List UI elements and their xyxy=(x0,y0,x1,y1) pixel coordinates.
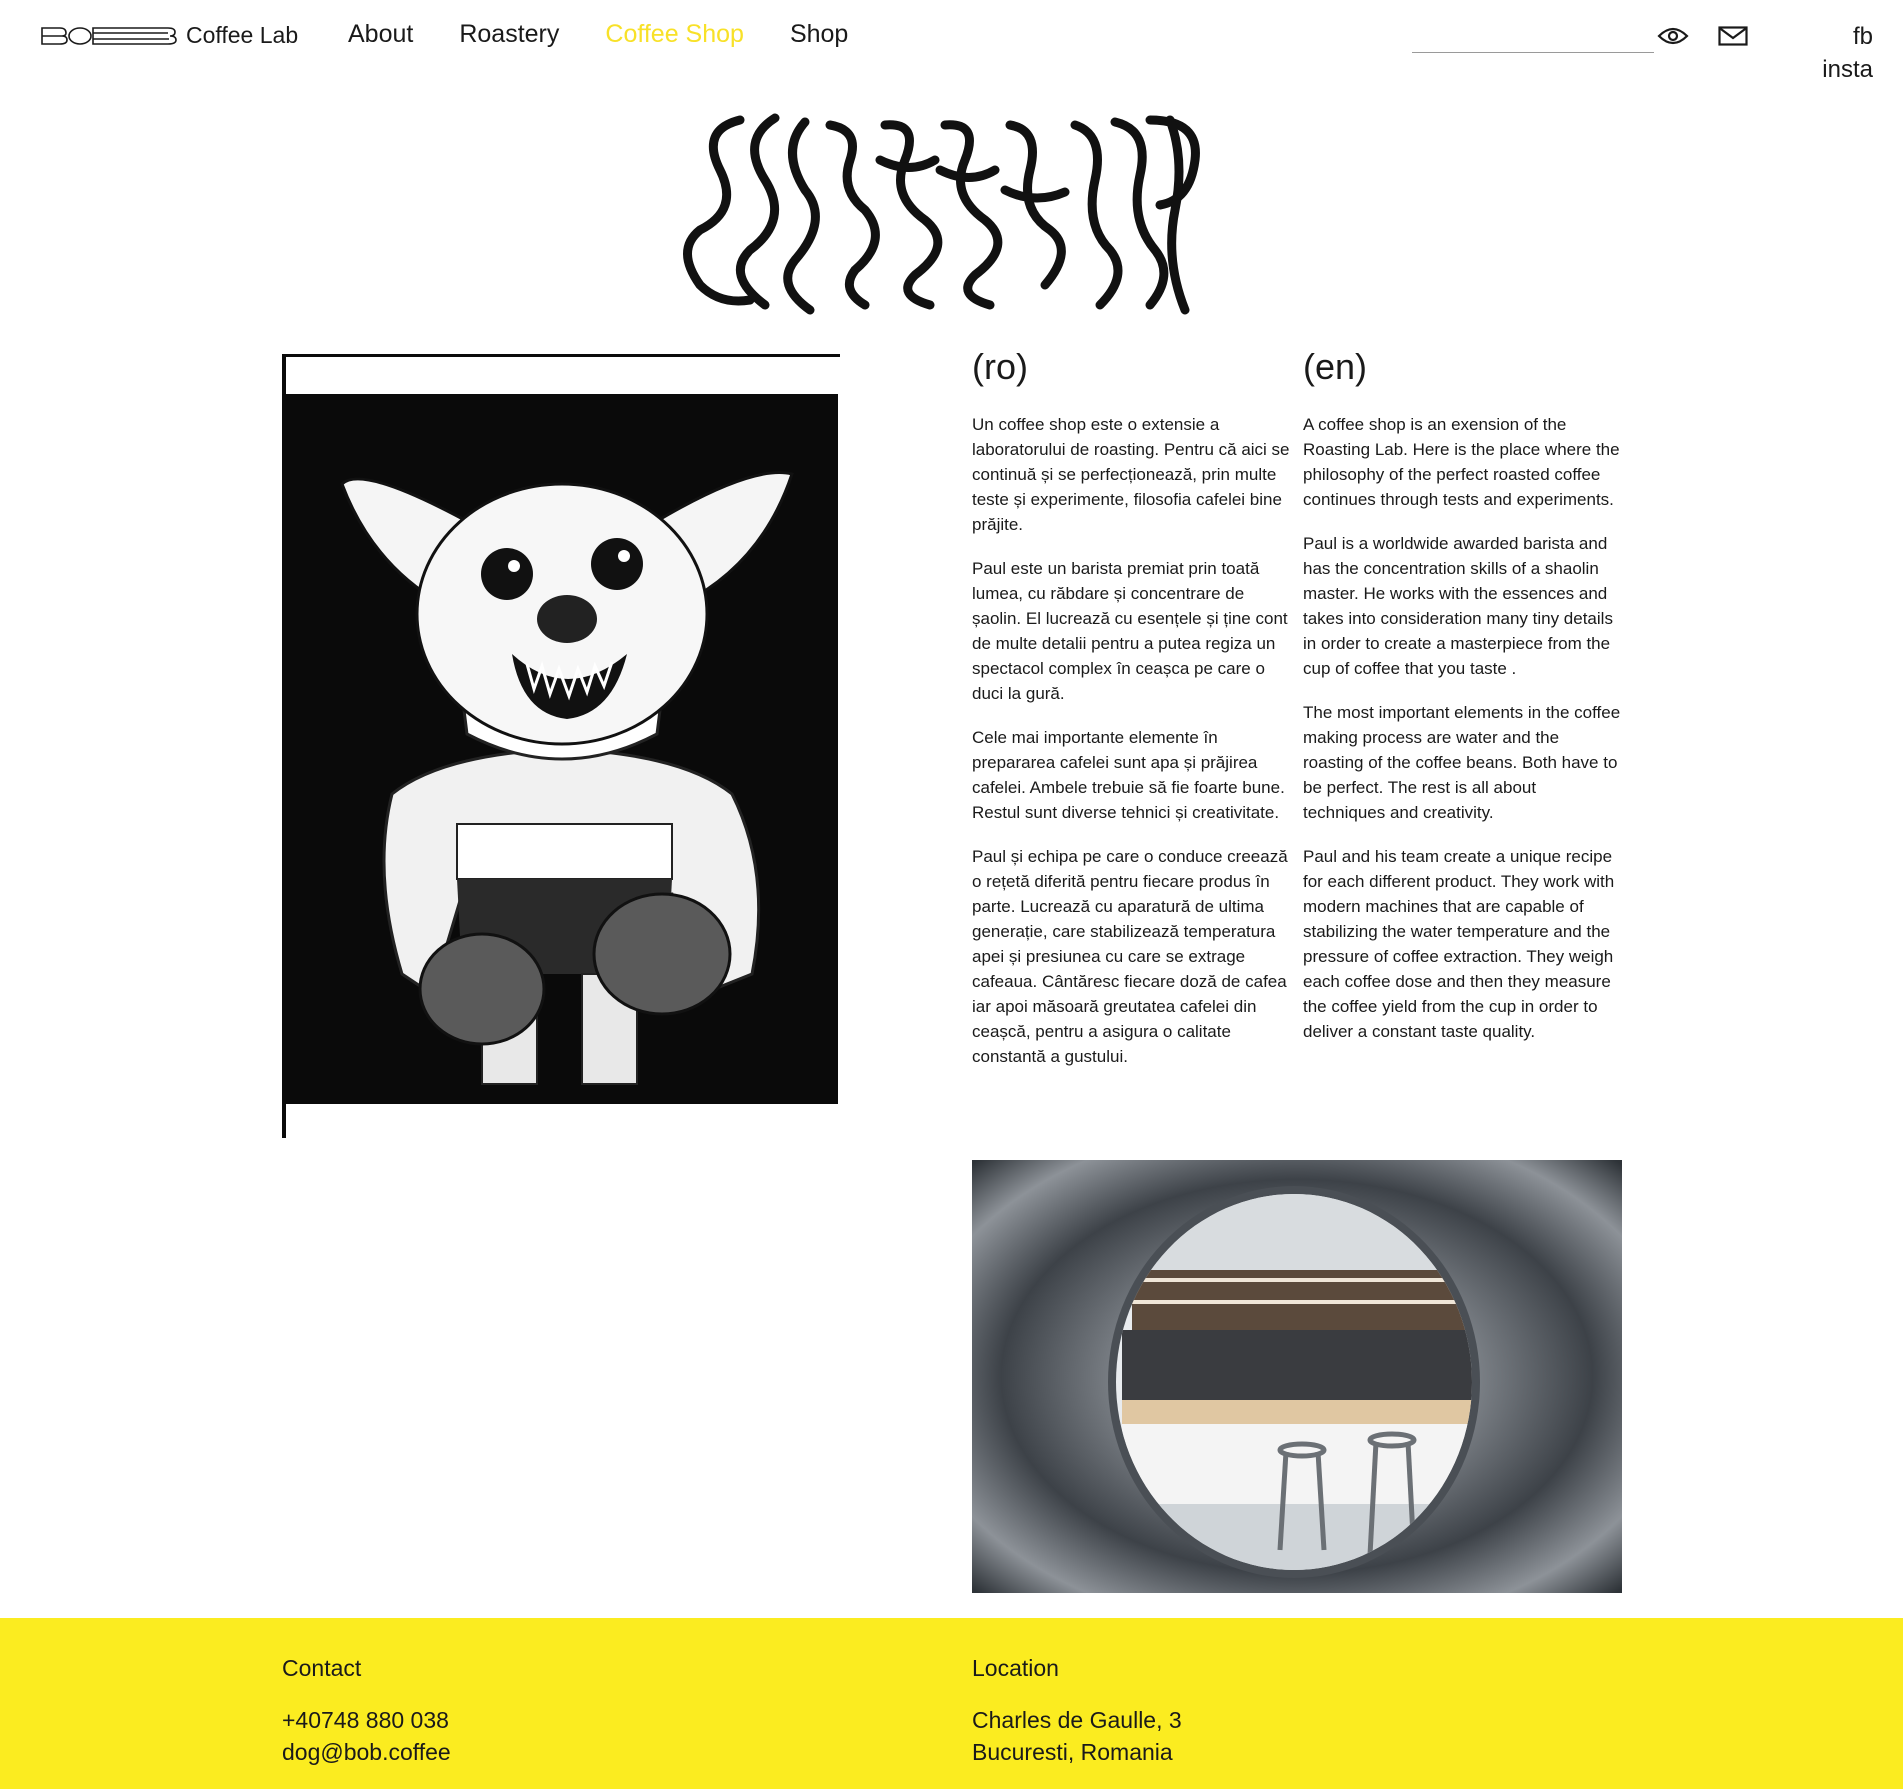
heading-en: (en) xyxy=(1303,346,1368,387)
site-header xyxy=(0,0,1903,83)
paragraph-en: The most important elements in the coffee making process are water and the roasting of the coffee beans. Both have to be perfect. The rest is all about techniques and creativity. xyxy=(1303,703,1621,822)
coffee-shop-wavy-lettering-icon xyxy=(680,100,1220,320)
paragraph-ro: Paul și echipa pe care o conduce creează o rețetă diferită pentru fiecare produs în parte. Lucrează cu aparatură de ultima generație, care stabilizează temperatura apei și presiunea cu care se extrage cafeaua. Cântăresc fiecare doză de cafea iar apoi măsoară greutatea cafelei din ceașcă, pentru a asigura o calitate constantă a gustului. xyxy=(972,847,1288,1066)
logo-link[interactable] xyxy=(40,22,298,49)
site-footer xyxy=(0,1618,1903,1789)
social-links xyxy=(1822,20,1873,86)
footer-location-heading: Location xyxy=(972,1655,1059,1681)
footer-contact xyxy=(282,1652,451,1768)
nav-item-roastery[interactable]: Roastery xyxy=(459,20,560,48)
facebook-link[interactable]: fb xyxy=(1852,23,1873,50)
address-street: Charles de Gaulle, 3 xyxy=(972,1707,1182,1733)
coffee-shop-porthole-photo-icon xyxy=(972,1160,1622,1593)
paragraph-en: Paul and his team create a unique recipe for each different product. They work with modern machines that are capable of stabilizing the water temperature and the pressure of coffee extraction. They weigh each coffee dose and then they measure the coffee yield from the cup in order to deliver a constant taste quality. xyxy=(1303,847,1615,1041)
main-nav xyxy=(348,20,848,49)
search-input[interactable] xyxy=(1412,52,1654,53)
footer-location xyxy=(972,1652,1182,1768)
text-column-en xyxy=(1303,346,1621,1063)
address-city: Bucuresti, Romania xyxy=(972,1739,1173,1765)
phone-link[interactable]: +40748 880 038 xyxy=(282,1707,449,1733)
nav-item-about[interactable]: About xyxy=(348,20,414,48)
paragraph-en: Paul is a worldwide awarded barista and has the concentration skills of a shaolin master. He works with the essences and takes into consideration many tiny details in order to create a masterpiece from the cup of coffee that you taste . xyxy=(1303,534,1613,678)
email-link[interactable]: dog@bob.coffee xyxy=(282,1739,451,1765)
paragraph-ro: Paul este un barista premiat prin toată lumea, cu răbdare și concentrare de șaolin. El lucrează cu esențele și ține cont de multe detalii pentru a putea regiza un spectacol complex în ceașca pe care o duci la gură. xyxy=(972,559,1288,703)
mail-icon[interactable] xyxy=(1718,26,1748,46)
text-column-ro xyxy=(972,346,1290,1088)
bob-logo-icon xyxy=(40,25,180,47)
logo-text: Coffee Lab xyxy=(186,22,299,48)
paragraph-ro: Un coffee shop este o extensie a laboratorului de roasting. Pentru că aici se continuă și se perfecționează, prin multe teste și experimente, filosofia cafelei bine prăjite. xyxy=(972,415,1290,534)
paragraph-en: A coffee shop is an exension of the Roasting Lab. Here is the place where the philosophy of the perfect roasted coffee continues through tests and experiments. xyxy=(1303,415,1620,509)
footer-contact-heading: Contact xyxy=(282,1655,362,1681)
boxing-dog-illustration-icon xyxy=(282,354,840,1138)
eye-icon[interactable] xyxy=(1657,26,1689,46)
instagram-link[interactable]: insta xyxy=(1822,56,1873,83)
nav-item-shop[interactable]: Shop xyxy=(789,20,849,48)
paragraph-ro: Cele mai importante elemente în prepararea cafelei sunt apa și prăjirea cafelei. Ambele trebuie să fie foarte bune. Restul sunt diverse tehnici și creativitate. xyxy=(972,728,1285,822)
heading-ro: (ro) xyxy=(972,346,1028,387)
nav-item-coffee-shop[interactable]: Coffee Shop xyxy=(605,20,744,48)
